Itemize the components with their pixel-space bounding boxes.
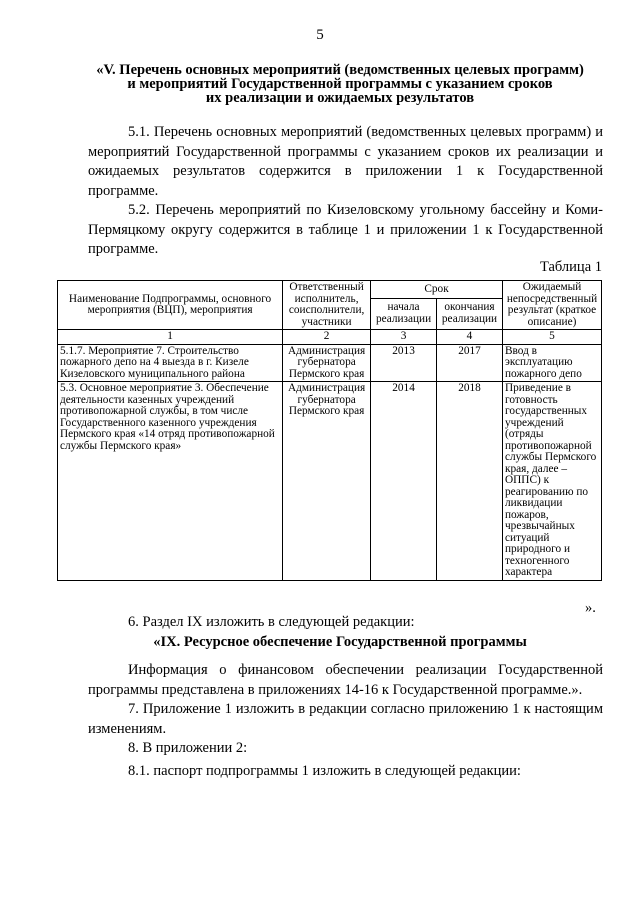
paragraph-5-2: 5.2. Перечень мероприятий по Кизеловскому угольному бассейну и Коми-Пермяцкому округу содержится в таблице 1 и приложении 1 к Государственной программе.	[88, 202, 603, 257]
activities-table	[57, 280, 602, 581]
table-row	[58, 344, 602, 382]
paragraph-5-1: 5.1. Перечень основных мероприятий (ведомственных целевых программ) и мероприятий Государственной программы с указанием сроков их реализации и ожидаемых результатов содержится в приложении 1 к Государственной программе.	[88, 124, 603, 199]
cell-start: 2013	[371, 344, 437, 382]
column-number: 3	[371, 330, 437, 345]
section-title-line-3: их реализации и ожидаемых результатов	[205, 90, 475, 106]
table-column-numbers-row	[58, 330, 602, 345]
cell-result: Ввод в эксплуатацию пожарного депо	[502, 344, 601, 382]
paragraph-7: 7. Приложение 1 изложить в редакции согласно приложению 1 к настоящим изменениям.	[88, 701, 603, 737]
cell-responsible: Администрация губернатора Пермского края	[283, 344, 371, 382]
column-number: 4	[437, 330, 503, 345]
paragraph-8-1: 8.1. паспорт подпрограммы 1 изложить в следующей редакции:	[128, 763, 521, 779]
section-title-line-2: и мероприятий Государственной программы с указанием сроков	[127, 76, 553, 92]
cell-name: 5.1.7. Мероприятие 7. Строительство пожарного депо на 4 выезда в г. Кизеле Кизеловского муниципального района	[58, 344, 283, 382]
page-number: 5	[316, 27, 324, 43]
paragraph-8: 8. В приложении 2:	[128, 740, 248, 756]
cell-result: Приведение в готовность государственных учреждений (отряды противопожарной службы Пермского края, далее – ОППС) к реагированию по ликвидации пожаров, чрезвычайных ситуаций природного и техногенного характера	[502, 382, 601, 581]
column-number: 5	[502, 330, 601, 345]
cell-end: 2018	[437, 382, 503, 581]
header-responsible: Ответственный исполнитель, соисполнители, участники	[283, 281, 371, 330]
section-9-title: «IX. Ресурсное обеспечение Государственной программы	[153, 634, 527, 650]
paragraph-info: Информация о финансовом обеспечении реализации Государственной программы представлена в приложениях 14-16 к Государственной программе.».	[88, 662, 603, 698]
section-title-line-1: «V. Перечень основных мероприятий (ведомственных целевых программ)	[96, 62, 584, 78]
closing-quote: ».	[585, 600, 596, 616]
section-title	[60, 63, 620, 105]
header-name: Наименование Подпрограммы, основного мероприятия (ВЦП), мероприятия	[58, 281, 283, 330]
cell-responsible: Администрация губернатора Пермского края	[283, 382, 371, 581]
header-term: Срок	[371, 281, 503, 299]
header-start: начала реализации	[371, 298, 437, 329]
table-row	[58, 382, 602, 581]
column-number: 1	[58, 330, 283, 345]
column-number: 2	[283, 330, 371, 345]
header-end: окончания реализации	[437, 298, 503, 329]
table-header-row	[58, 281, 602, 299]
cell-name: 5.3. Основное мероприятие 3. Обеспечение деятельности казенных учреждений противопожарной службы, в том числе Государственного казенного учреждения Пермского края «14 отряд противопожарной службы Пермского края»	[58, 382, 283, 581]
cell-end: 2017	[437, 344, 503, 382]
paragraph-6: 6. Раздел IX изложить в следующей редакции:	[128, 614, 415, 630]
table-caption: Таблица 1	[539, 259, 602, 275]
cell-start: 2014	[371, 382, 437, 581]
header-result: Ожидаемый непосредственный результат (краткое описание)	[502, 281, 601, 330]
